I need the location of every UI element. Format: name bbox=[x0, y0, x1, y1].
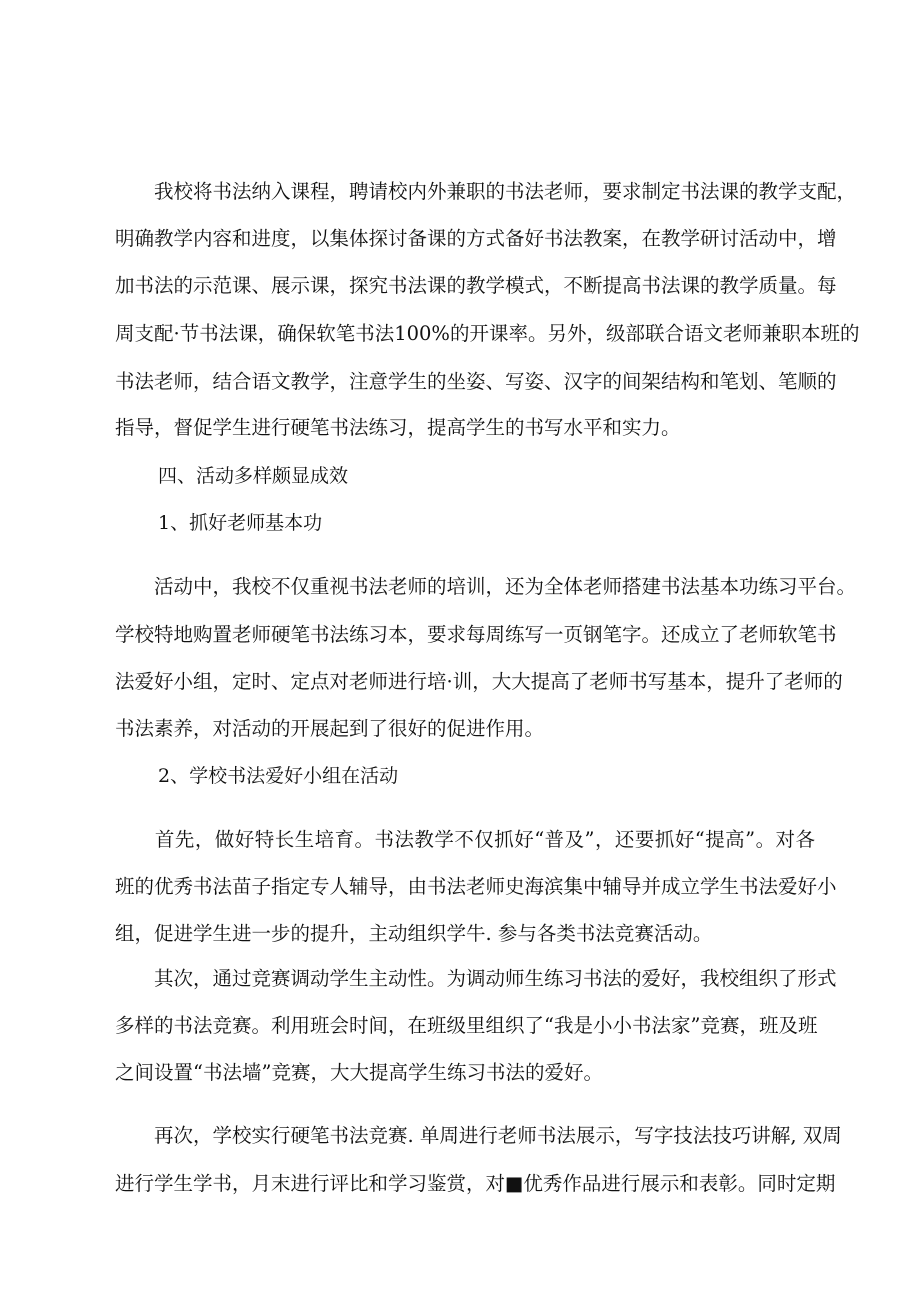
text-line: 班的优秀书法苗子指定专人辅导，由书法老师史海滨集中辅导并成立学生书法爱好小 bbox=[115, 875, 837, 898]
text-line: 周支配·节书法课，确保软笔书法100%的开课率。另外，级部联合语文老师兼职本班的 bbox=[115, 322, 860, 345]
subsection-heading: 2、学校书法爱好小组在活动 bbox=[158, 765, 399, 787]
text-line: 再次，学校实行硬笔书法竞赛. 单周进行老师书法展示，写字技法技巧讲解, 双周 bbox=[115, 1124, 842, 1147]
text-line: 其次，通过竞赛调动学生主动性。为调动师生练习书法的爱好，我校组织了形式 bbox=[115, 967, 837, 990]
text-line: 书法老师，结合语文教学，注意学生的坐姿、写姿、汉字的间架结构和笔划、笔顺的 bbox=[115, 370, 837, 393]
subsection-heading: 1、抓好老师基本功 bbox=[158, 512, 323, 534]
text-line: 法爱好小组，定时、定点对老师进行培·训，大大提高了老师书写基本，提升了老师的 bbox=[115, 670, 843, 693]
text-line: 组，促进学生进一步的提升，主动组织学牛. 参与各类书法竞赛活动。 bbox=[115, 922, 713, 945]
text-line: 学校特地购置老师硬笔书法练习本，要求每周练写一页钢笔字。还成立了老师软笔书 bbox=[115, 623, 837, 646]
text-line: 指导，督促学生进行硬笔书法练习，提高学生的书写水平和实力。 bbox=[115, 416, 681, 439]
text-line: 之间设置“书法墙”竞赛，大大提高学生练习书法的爱好。 bbox=[115, 1061, 603, 1084]
text-line: 书法素养，对活动的开展起到了很好的促进作用。 bbox=[115, 717, 545, 740]
text-line: 首先，做好特长生培育。书法教学不仅抓好“普及”，还要抓好“提高”。对各 bbox=[115, 828, 815, 851]
text-line: 多样的书法竞赛。利用班会时间，在班级里组织了“我是小小书法家”竞赛，班及班 bbox=[115, 1014, 818, 1037]
text-line: 我校将书法纳入课程，聘请校内外兼职的书法老师，要求制定书法课的教学支配， bbox=[115, 180, 857, 203]
section-heading: 四、活动多样颇显成效 bbox=[158, 465, 349, 487]
text-line: 明确教学内容和进度，以集体探讨备课的方式备好书法教案，在教学研讨活动中，增 bbox=[115, 227, 837, 250]
text-line: 进行学生学书，月末进行评比和学习鉴赏，对■优秀作品进行展示和表彰。同时定期 bbox=[115, 1172, 836, 1195]
text-line: 活动中，我校不仅重视书法老师的培训，还为全体老师搭建书法基本功练习平台。 bbox=[115, 575, 857, 598]
text-line: 加书法的示范课、展示课，探究书法课的教学模式，不断提高书法课的教学质量。每 bbox=[115, 274, 837, 297]
